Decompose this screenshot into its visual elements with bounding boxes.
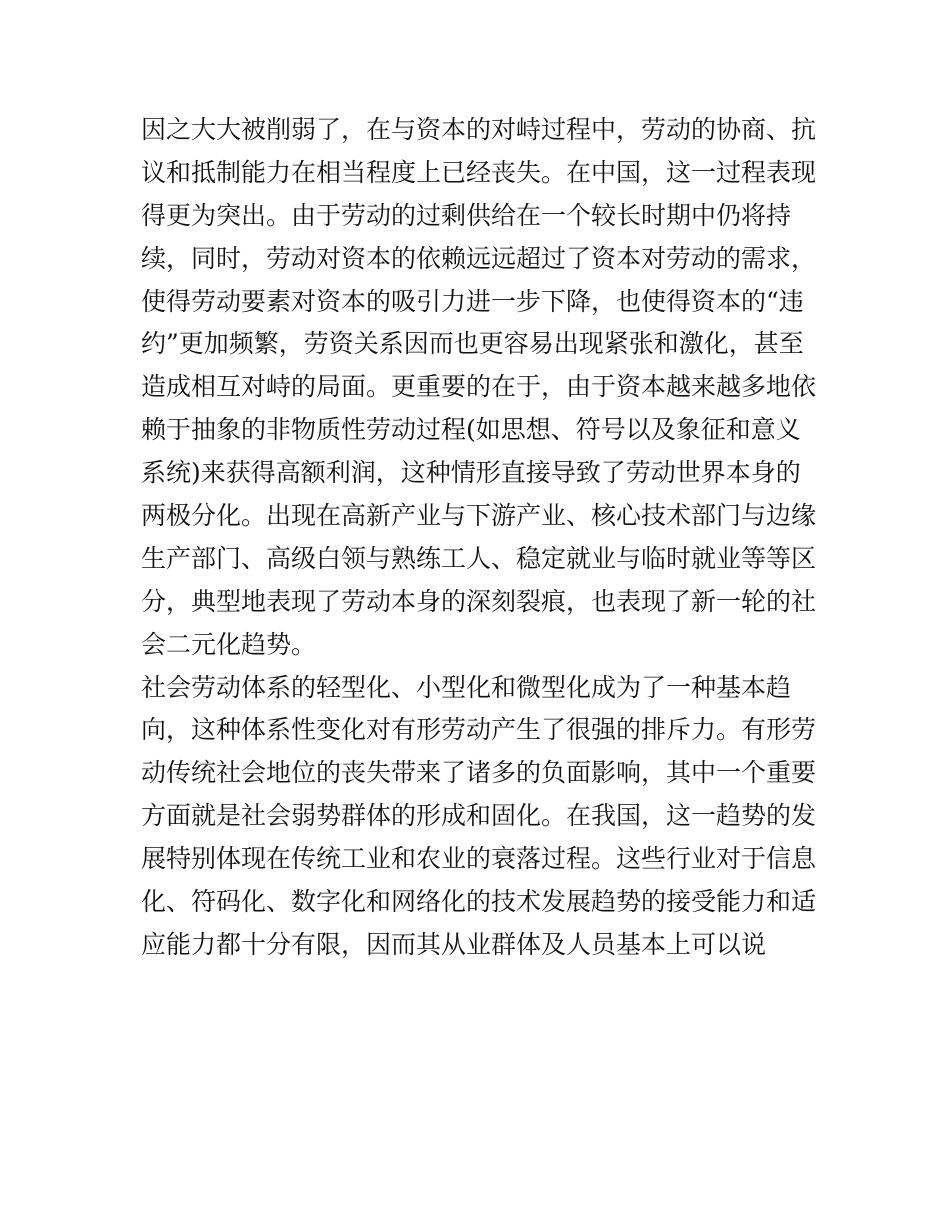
text-line: 社会劳动体系的轻型化、小型化和微型化成为了一种基本趋 [141, 672, 792, 702]
text-line: 得更为突出。由于劳动的过剩供给在一个较长时期中仍将持 [141, 200, 792, 230]
text-line: 展特别体现在传统工业和农业的衰落过程。这些行业对于信息 [141, 844, 817, 874]
text-line: 生产部门、高级白领与熟练工人、稳定就业与临时就业等等区 [141, 543, 817, 573]
body-text [141, 109, 821, 967]
text-line: 两极分化。出现在高新产业与下游产业、核心技术部门与边缘 [141, 501, 817, 531]
paragraph-1 [141, 109, 821, 667]
text-line: 方面就是社会弱势群体的形成和固化。在我国，这一趋势的发 [141, 801, 817, 831]
text-line: 赖于抽象的非物质性劳动过程(如思想、符号以及象征和意义 [141, 415, 801, 445]
text-line: 议和抵制能力在相当程度上已经丧失。在中国，这一过程表现 [141, 157, 817, 187]
text-line: 因之大大被削弱了，在与资本的对峙过程中，劳动的协商、抗 [141, 115, 817, 144]
text-line: 动传统社会地位的丧失带来了诸多的负面影响，其中一个重要 [141, 758, 817, 788]
text-line: 系统)来获得高额利润，这种情形直接导致了劳动世界本身的 [141, 458, 801, 488]
text-line: 向，这种体系性变化对有形劳动产生了很强的排斥力。有形劳 [141, 715, 817, 745]
paragraph-2 [141, 667, 821, 967]
text-line: 会二元化趋势。 [141, 629, 317, 659]
text-line: 化、符码化、数字化和网络化的技术发展趋势的接受能力和适 [141, 887, 817, 917]
text-line: 约”更加频繁，劳资关系因而也更容易出现紧张和激化，甚至 [141, 329, 804, 359]
text-line: 续，同时，劳动对资本的依赖远远超过了资本对劳动的需求， [141, 243, 817, 273]
text-line: 分，典型地表现了劳动本身的深刻裂痕，也表现了新一轮的社 [141, 586, 817, 616]
text-line: 使得劳动要素对资本的吸引力进一步下降，也使得资本的“违 [141, 286, 804, 316]
text-line: 造成相互对峙的局面。更重要的在于，由于资本越来越多地依 [141, 372, 817, 402]
text-line: 应能力都十分有限，因而其从业群体及人员基本上可以说 [141, 929, 767, 959]
